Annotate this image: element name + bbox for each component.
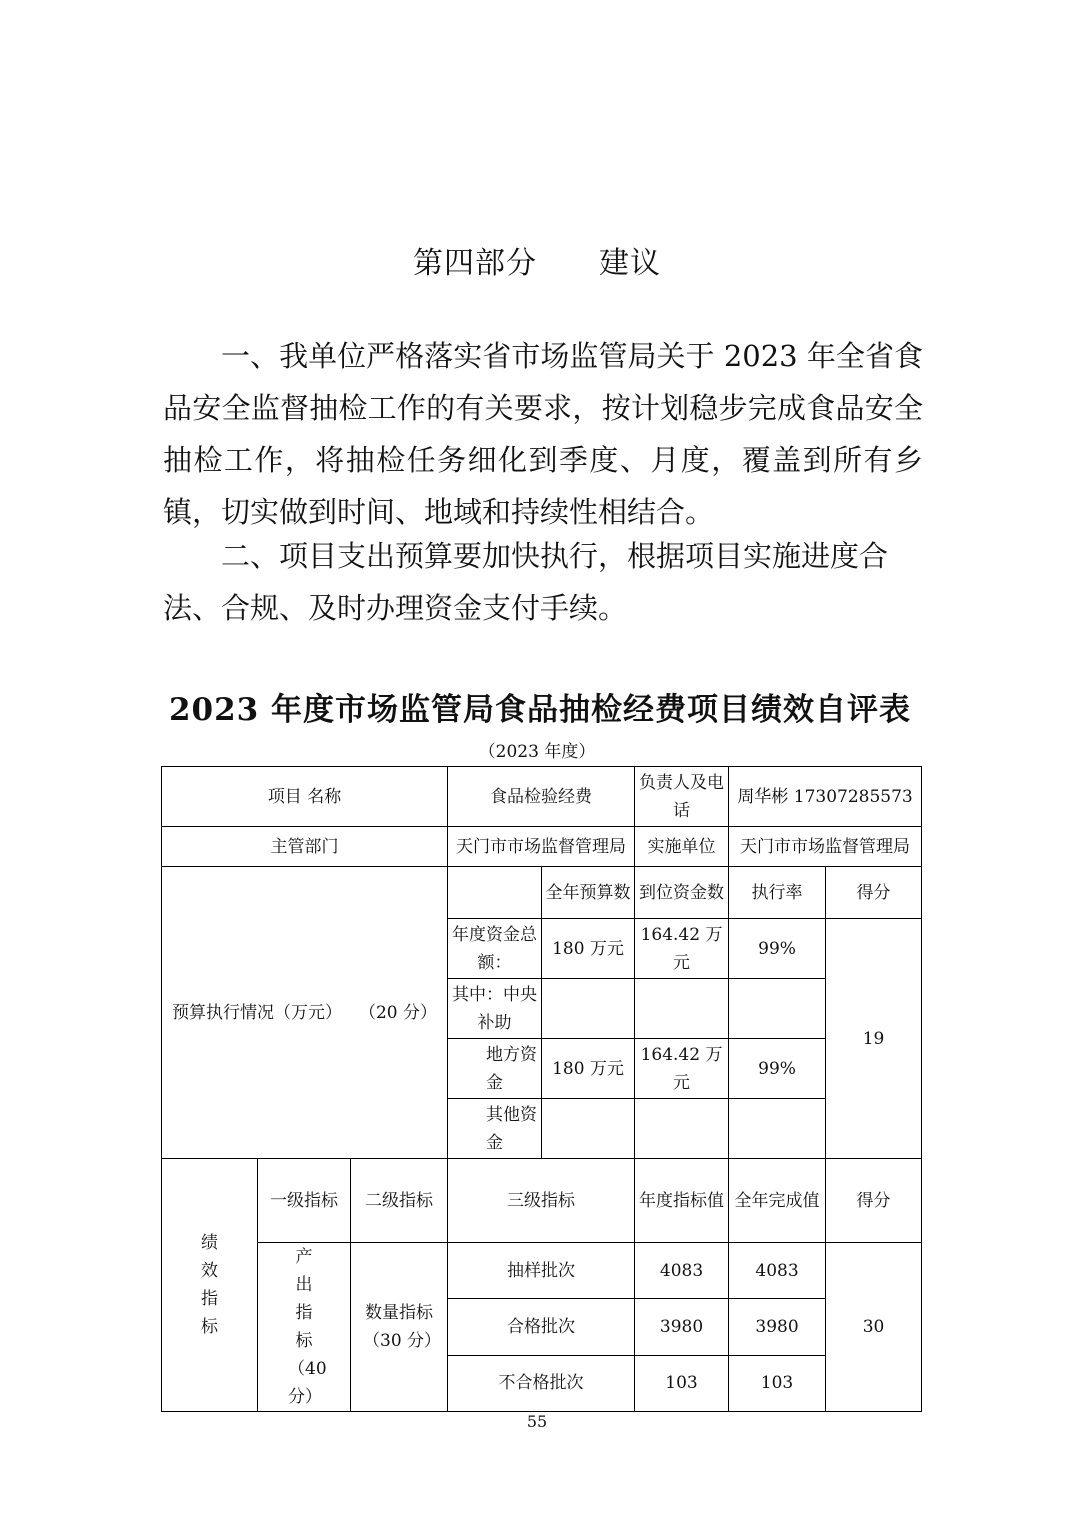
- perf-header: 三级指标: [448, 1159, 635, 1243]
- budget-row-rate: [729, 979, 826, 1039]
- perf-header: 一级指标: [258, 1159, 351, 1243]
- budget-row-name: 年度资金总额：: [448, 919, 542, 979]
- budget-row-name: 其他资金: [448, 1099, 542, 1159]
- budget-row-budget: 180 万元: [542, 919, 635, 979]
- budget-label: 预算执行情况（万元） （20 分）: [162, 867, 448, 1159]
- impl-label: 实施单位: [635, 827, 729, 867]
- contact: 周华彬 17307285573: [729, 767, 922, 827]
- section-part: 第四部分: [413, 246, 537, 281]
- perf-row-actual: 4083: [729, 1243, 826, 1299]
- table-row: [162, 1159, 922, 1243]
- section-title: [0, 238, 1074, 282]
- perf-row-name: 抽样批次: [448, 1243, 635, 1299]
- budget-header: 全年预算数: [542, 867, 635, 919]
- table-row: [162, 827, 922, 867]
- budget-row-budget: [542, 1099, 635, 1159]
- table-row: [162, 867, 922, 919]
- dept-label: 主管部门: [162, 827, 448, 867]
- section-heading: 建议: [599, 246, 661, 281]
- budget-row-rate: [729, 1099, 826, 1159]
- project-name-label: 项目 名称: [162, 767, 448, 827]
- perf-row-name: 合格批次: [448, 1299, 635, 1355]
- budget-row-budget: [542, 979, 635, 1039]
- paragraph-2: 二、项目支出预算要加快执行，根据项目实施进度合法、合规、及时办理资金支付手续。: [163, 539, 889, 625]
- performance-table: [161, 766, 922, 1412]
- budget-header: 执行率: [729, 867, 826, 919]
- perf-score: 30: [826, 1243, 922, 1412]
- budget-row-name: 地方资金: [448, 1039, 542, 1099]
- perf-row-target: 3980: [635, 1299, 729, 1355]
- perf-level1: 产出指标（40 分）: [258, 1243, 351, 1412]
- table-title: 2023 年度市场监管局食品抽检经费项目绩效自评表: [168, 692, 912, 728]
- impl: 天门市市场监督管理局: [729, 827, 922, 867]
- paragraph-1: 一、我单位严格落实省市场监管局关于 2023 年全省食品安全监督抽检工作的有关要求，按计划稳步完成食品安全抽检工作，将抽检任务细化到季度、月度，覆盖到所有乡镇，切实做到时间、地域和持续性相结合。: [163, 339, 923, 529]
- budget-row-arrived: [635, 1099, 729, 1159]
- budget-score: 19: [826, 919, 922, 1159]
- perf-row-target: 4083: [635, 1243, 729, 1299]
- table-subtitle: （2023 年度）: [478, 742, 596, 762]
- perf-header: 二级指标: [351, 1159, 448, 1243]
- perf-row-name: 不合格批次: [448, 1355, 635, 1411]
- budget-row-rate: 99%: [729, 1039, 826, 1099]
- budget-row-arrived: [635, 979, 729, 1039]
- perf-row-actual: 103: [729, 1355, 826, 1411]
- project-name: 食品检验经费: [448, 767, 635, 827]
- perf-label: 绩效指标: [162, 1159, 258, 1412]
- table-row: [162, 1243, 922, 1299]
- perf-header: 年度指标值: [635, 1159, 729, 1243]
- budget-row-arrived: 164.42 万元: [635, 1039, 729, 1099]
- dept: 天门市市场监督管理局: [448, 827, 635, 867]
- perf-header: 得分: [826, 1159, 922, 1243]
- budget-header: [448, 867, 542, 919]
- perf-row-actual: 3980: [729, 1299, 826, 1355]
- contact-label: 负责人及电话: [635, 767, 729, 827]
- budget-row-name: 其中：中央补助: [448, 979, 542, 1039]
- table-row: [162, 767, 922, 827]
- page-number: 55: [526, 1412, 548, 1431]
- perf-row-target: 103: [635, 1355, 729, 1411]
- budget-row-rate: 99%: [729, 919, 826, 979]
- perf-level2: 数量指标（30 分）: [351, 1243, 448, 1412]
- budget-row-arrived: 164.42 万元: [635, 919, 729, 979]
- budget-header: 到位资金数: [635, 867, 729, 919]
- perf-header: 全年完成值: [729, 1159, 826, 1243]
- budget-header: 得分: [826, 867, 922, 919]
- budget-row-budget: 180 万元: [542, 1039, 635, 1099]
